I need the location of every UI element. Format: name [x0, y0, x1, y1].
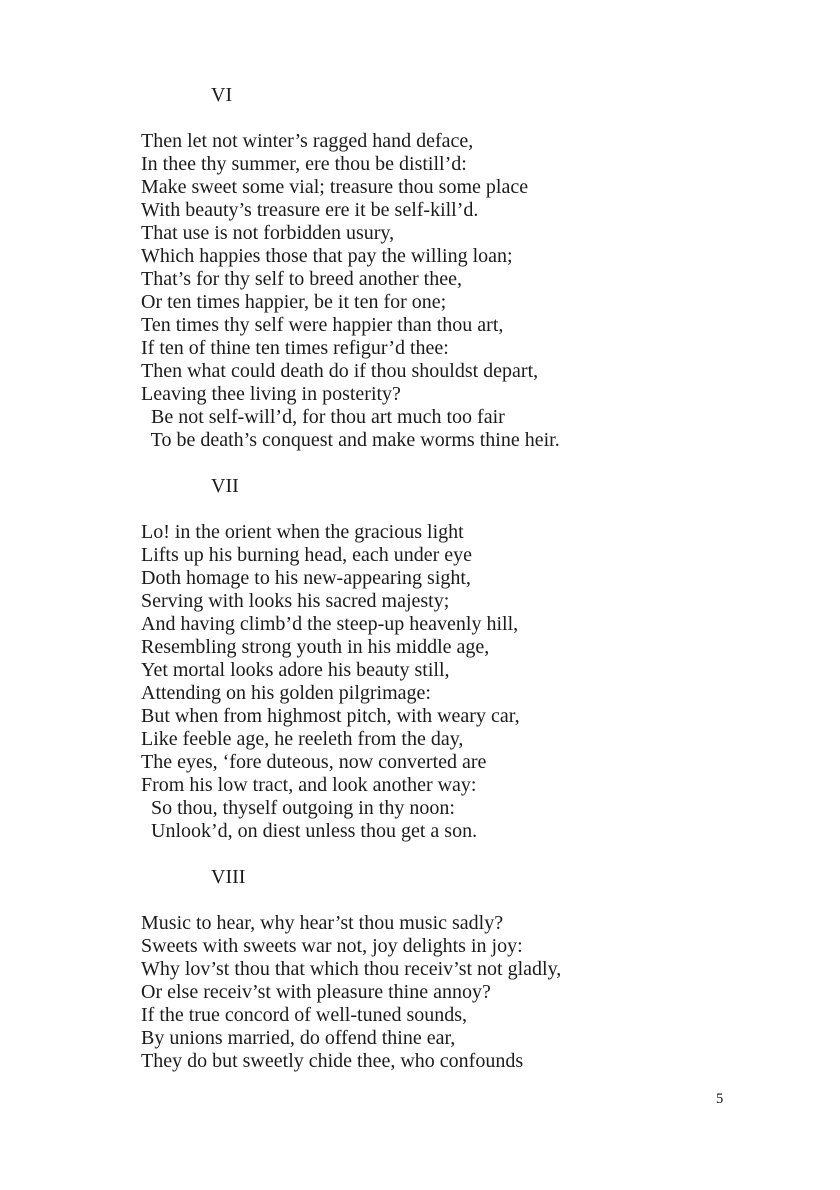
poem-line: Like feeble age, he reeleth from the day,: [141, 728, 464, 750]
sonnet-body: [141, 912, 561, 1073]
poem-line: Unlook’d, on diest unless thou get a son.: [141, 820, 478, 842]
sonnet-heading: VI: [211, 84, 233, 106]
poem-line: Why lov’st thou that which thou receiv’st not gladly,: [141, 958, 562, 980]
page-number: 5: [716, 1091, 724, 1107]
poem-line: Then what could death do if thou shouldst depart,: [141, 360, 539, 382]
poem-line: If the true concord of well-tuned sounds,: [141, 1004, 468, 1026]
poem-line: They do but sweetly chide thee, who confounds: [141, 1050, 524, 1072]
poem-line: Music to hear, why hear’st thou music sadly?: [141, 912, 504, 934]
poem-line: That use is not forbidden usury,: [141, 222, 395, 244]
poem-line: With beauty’s treasure ere it be self-kill’d.: [141, 199, 479, 221]
poem-line: So thou, thyself outgoing in thy noon:: [141, 797, 455, 819]
sonnet-heading: VIII: [211, 866, 246, 888]
poem-line: Or ten times happier, be it ten for one;: [141, 291, 447, 313]
poem-line: Serving with looks his sacred majesty;: [141, 590, 450, 612]
poem-line: Be not self-will’d, for thou art much too fair: [141, 406, 505, 428]
poem-line: Resembling strong youth in his middle age,: [141, 636, 490, 658]
poem-line: Or else receiv’st with pleasure thine annoy?: [141, 981, 491, 1003]
poem-line: Sweets with sweets war not, joy delights in joy:: [141, 935, 523, 957]
poem-line: To be death’s conquest and make worms thine heir.: [141, 429, 560, 451]
sonnet-body: [141, 521, 561, 843]
sonnet-body: [141, 130, 561, 452]
poem-line: By unions married, do offend thine ear,: [141, 1027, 456, 1049]
sonnet-heading: VII: [211, 475, 239, 497]
poem-line: But when from highmost pitch, with weary car,: [141, 705, 520, 727]
poem-line: Which happies those that pay the willing loan;: [141, 245, 513, 267]
poem-line: Doth homage to his new-appearing sight,: [141, 567, 471, 589]
poem-line: Make sweet some vial; treasure thou some place: [141, 176, 529, 198]
poem-line: In thee thy summer, ere thou be distill’d:: [141, 153, 467, 175]
poem-line: Yet mortal looks adore his beauty still,: [141, 659, 450, 681]
poem-line: And having climb’d the steep-up heavenly hill,: [141, 613, 519, 635]
poem-line: Lifts up his burning head, each under eye: [141, 544, 473, 566]
poem-line: Attending on his golden pilgrimage:: [141, 682, 431, 704]
poem-line: Then let not winter’s ragged hand deface,: [141, 130, 474, 152]
poem-line: That’s for thy self to breed another thee,: [141, 268, 462, 290]
poem-line: If ten of thine ten times refigur’d thee:: [141, 337, 449, 359]
poem-line: Ten times thy self were happier than thou art,: [141, 314, 504, 336]
poem-line: The eyes, ‘fore duteous, now converted are: [141, 751, 487, 773]
poem-line: Leaving thee living in posterity?: [141, 383, 401, 405]
poem-line: From his low tract, and look another way:: [141, 774, 477, 796]
sonnets-text-block: [141, 84, 561, 1096]
poem-line: Lo! in the orient when the gracious light: [141, 521, 464, 543]
